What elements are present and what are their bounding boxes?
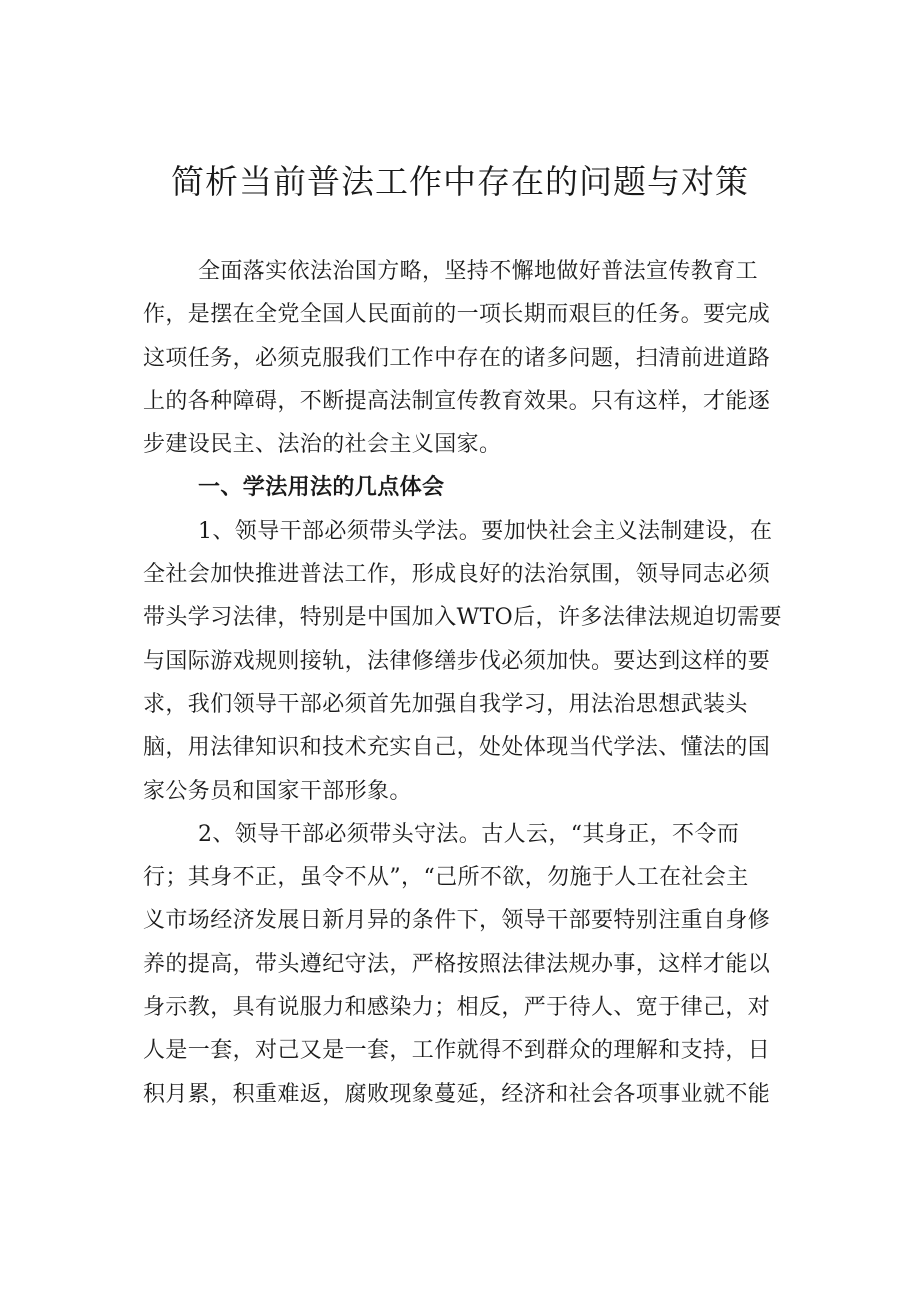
paragraph-1-line-3: 带头学习法律，特别是中国加入WTO后，许多法律法规迫切需要 bbox=[143, 605, 782, 631]
paragraph-intro-line-3: 这项任务，必须克服我们工作中存在的诸多问题，扫清前进道路 bbox=[143, 345, 771, 371]
paragraph-2-line-3: 义市场经济发展日新月异的条件下，领导干部要特别注重自身修 bbox=[143, 908, 771, 934]
paragraph-intro-line-4: 上的各种障碍，不断提高法制宣传教育效果。只有这样，才能逐 bbox=[143, 388, 771, 414]
paragraph-2-line-1: 2、领导干部必须带头守法。古人云，“其身正，不令而 bbox=[198, 821, 740, 847]
paragraph-2-line-5: 身示教，具有说服力和感染力；相反，严于待人、宽于律己，对 bbox=[143, 995, 771, 1021]
paragraph-2-line-2: 行；其身不正，虽令不从”，“己所不欲，勿施于人工在社会主 bbox=[143, 865, 749, 891]
document-body bbox=[143, 250, 803, 1116]
section-heading: 一、学法用法的几点体会 bbox=[198, 475, 445, 501]
paragraph-1-line-4: 与国际游戏规则接轨，法律修缮步伐必须加快。要达到这样的要 bbox=[143, 648, 771, 674]
document-title: 简析当前普法工作中存在的问题与对策 bbox=[171, 162, 749, 201]
paragraph-1-line-7: 家公务员和国家干部形象。 bbox=[143, 778, 412, 804]
paragraph-intro-line-2: 作，是摆在全党全国人民面前的一项长期而艰巨的任务。要完成 bbox=[143, 302, 771, 328]
paragraph-1-line-1: 1、领导干部必须带头学法。要加快社会主义法制建设，在 bbox=[198, 518, 773, 544]
paragraph-2-line-7: 积月累，积重难返，腐败现象蔓延，经济和社会各项事业就不能 bbox=[143, 1081, 771, 1107]
paragraph-intro-line-1: 全面落实依法治国方略，坚持不懈地做好普法宣传教育工 bbox=[198, 259, 759, 284]
paragraph-1-line-5: 求，我们领导干部必须首先加强自我学习，用法治思想武装头 bbox=[143, 691, 748, 717]
paragraph-1-line-6: 脑，用法律知识和技术充实自己，处处体现当代学法、懂法的国 bbox=[143, 735, 771, 761]
paragraph-1-line-2: 全社会加快推进普法工作，形成良好的法治氛围，领导同志必须 bbox=[143, 562, 771, 588]
paragraph-2-line-4: 养的提高，带头遵纪守法，严格按照法律法规办事，这样才能以 bbox=[143, 951, 771, 977]
paragraph-intro-line-5: 步建设民主、法治的社会主义国家。 bbox=[143, 432, 502, 458]
paragraph-2-line-6: 人是一套，对己又是一套，工作就得不到群众的理解和支持，日 bbox=[143, 1038, 771, 1064]
